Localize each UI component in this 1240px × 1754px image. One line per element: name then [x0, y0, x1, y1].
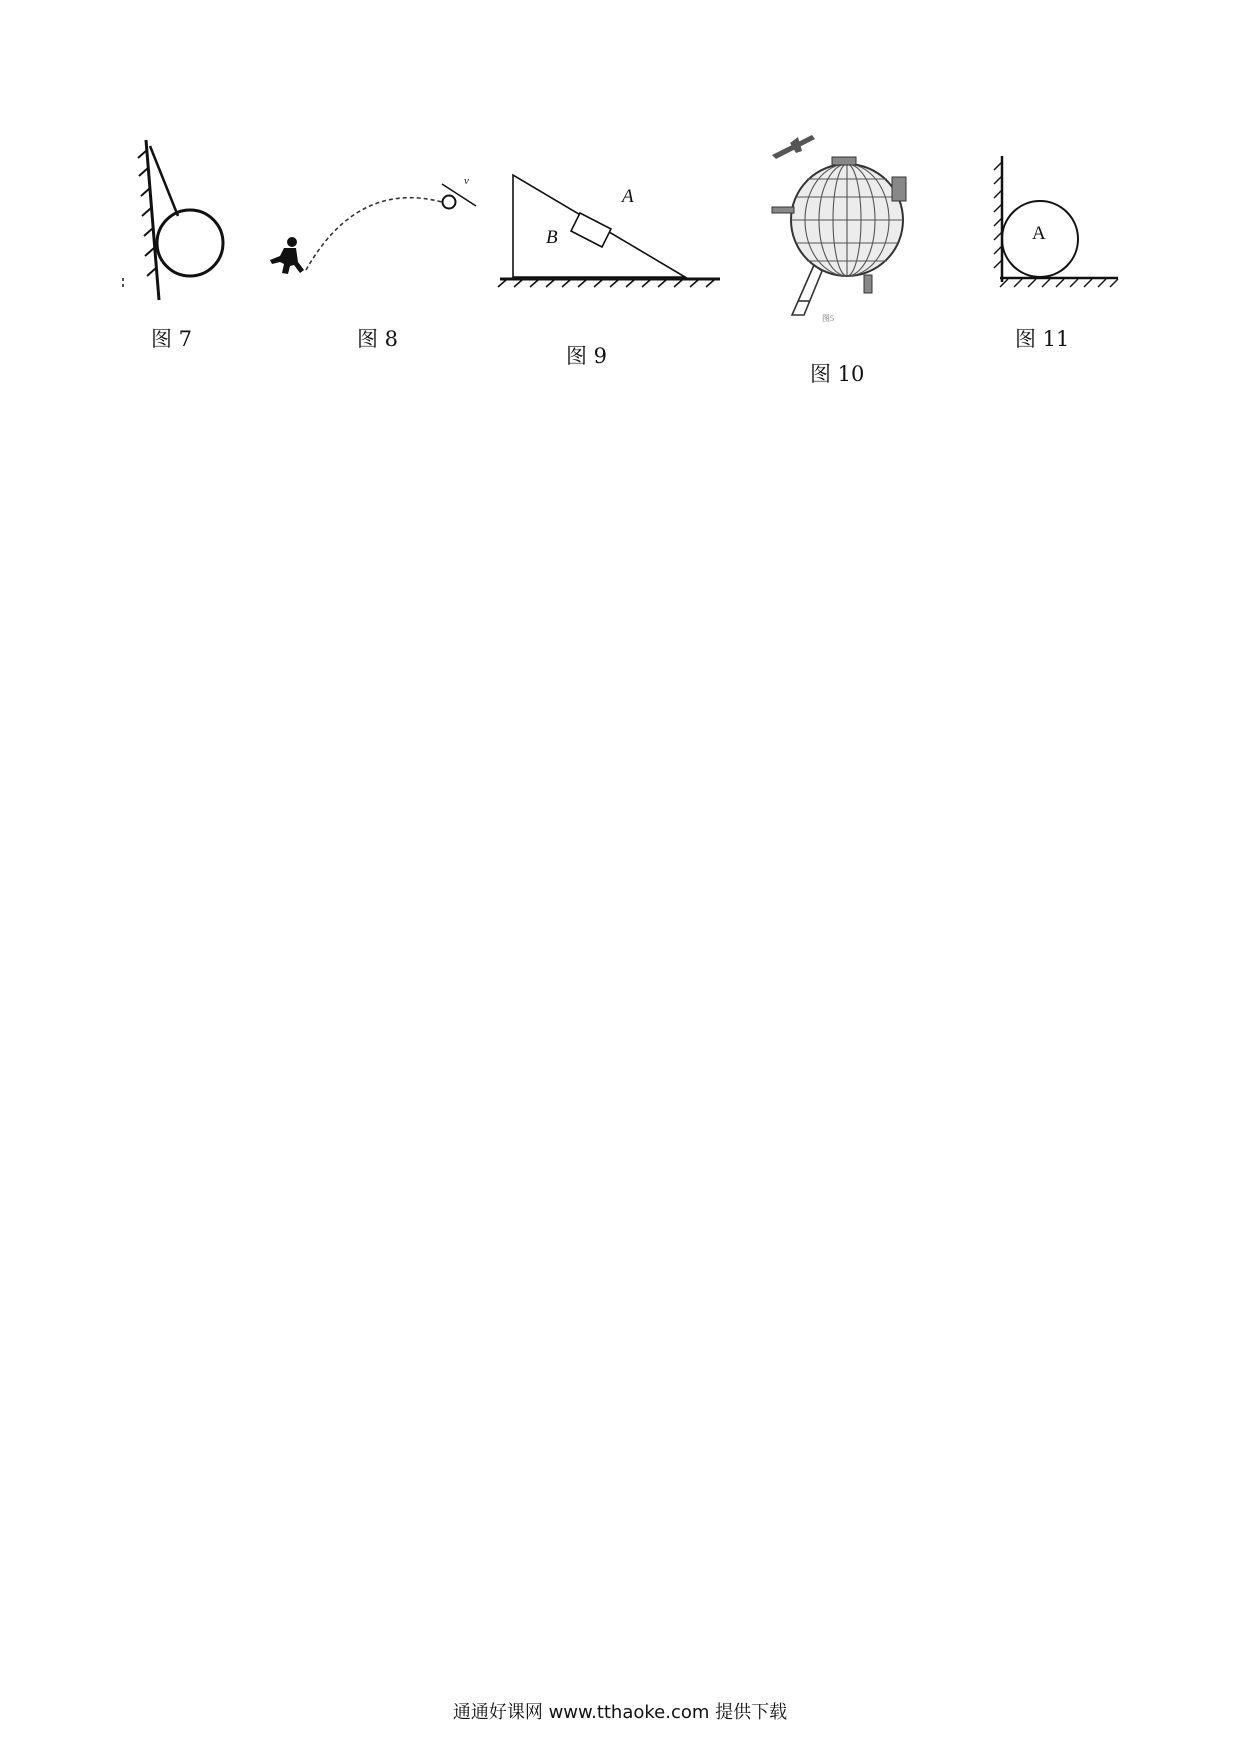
figure-10-illustration — [752, 125, 922, 325]
globe-icon — [791, 164, 903, 276]
stray-marks — [122, 278, 124, 287]
figure-7-caption: 图 7 — [151, 327, 193, 351]
velocity-label: v — [464, 175, 469, 187]
floor-hatching — [1000, 279, 1118, 287]
figure-10-caption: 图 10 — [810, 362, 865, 386]
page-footer: 通通好课网 www.tthaoke.com 提供下载 — [452, 1702, 788, 1723]
block-A-label: A — [622, 186, 634, 207]
figure-7-diagram — [118, 138, 228, 308]
figure-11-diagram — [990, 152, 1130, 292]
wedge-B-label: B — [546, 227, 558, 248]
ball — [157, 210, 223, 276]
figure-9-caption: 图 9 — [566, 344, 608, 368]
ball — [443, 196, 456, 209]
ball-A-label: A — [1032, 223, 1046, 244]
figure-8-caption: 图 8 — [357, 327, 399, 351]
figure-9-diagram — [492, 165, 724, 295]
inner-caption: 图5 — [822, 314, 834, 323]
rope — [150, 146, 178, 216]
figure-8-diagram — [262, 170, 482, 285]
ball-trajectory — [306, 198, 442, 270]
runner-icon — [270, 237, 304, 274]
landmark-tower-icon — [792, 265, 822, 315]
ground-hatching — [498, 280, 714, 287]
block-A — [571, 213, 611, 247]
figure-11-caption: 图 11 — [1015, 327, 1070, 351]
airplane-icon — [772, 135, 815, 159]
